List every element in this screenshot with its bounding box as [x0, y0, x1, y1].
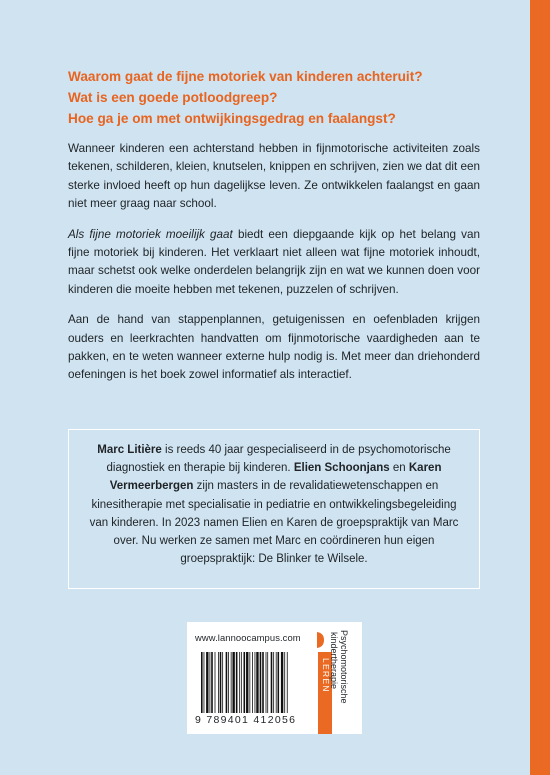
barcode-bar — [262, 652, 264, 713]
author-name-1: Marc Litière — [97, 444, 162, 456]
barcode-bar — [278, 652, 280, 713]
barcode-bar — [246, 652, 248, 713]
barcode-bar — [232, 652, 234, 713]
author-bio-box — [68, 429, 480, 589]
barcode-bar — [201, 652, 203, 713]
barcode-bar — [210, 652, 211, 713]
barcode-bar — [281, 652, 283, 713]
barcode-bar — [218, 652, 219, 713]
barcode-panel — [187, 622, 362, 734]
barcode-bar — [244, 652, 246, 713]
author-bio-text-1: is reeds 40 jaar gespecialiseerd in de psychomotorische diagnostiek en therapie bij kinderen. — [106, 444, 451, 475]
barcode-bar — [241, 652, 242, 713]
book-title-reference: Als fijne motoriek moeilijk gaat — [68, 227, 233, 241]
barcode-bar — [226, 652, 228, 713]
isbn-number: 9 789401 412056 — [195, 714, 297, 726]
question-1: Waarom gaat de fijne motoriek van kinderen achteruit? — [68, 69, 423, 84]
author-name-3: Karen Vermeerbergen — [109, 462, 442, 493]
barcode-bar — [276, 652, 277, 713]
lannoo-campus-logo-icon — [311, 628, 329, 652]
barcode-bar — [249, 652, 250, 713]
barcode — [201, 652, 313, 713]
subject-label-line-1: Psychomotorische — [339, 630, 349, 704]
barcode-bar — [256, 652, 258, 713]
barcode-bar — [271, 652, 273, 713]
barcode-bar — [267, 652, 268, 713]
blurb-paragraph-1: Wanneer kinderen een achterstand hebben in fijnmotorische activiteiten zoals tekenen, schilderen, kleien, knutselen, knippen en schrijven, zien we dat dit een sterke invloed heeft op hun dagelijkse leven. Ze ontwikkelen faalangst en gaan niet meer graag naar school. — [68, 142, 480, 210]
question-3: Hoe ga je om met ontwijkingsgedrag en faalangst? — [68, 111, 396, 126]
author-name-2: Elien Schoonjans — [293, 462, 390, 475]
book-spine-edge — [530, 0, 550, 775]
barcode-bar — [284, 652, 285, 713]
barcode-bar — [273, 652, 274, 713]
author-bio-text-2: zijn masters in de revalidatiewetenschappen en kinesitherapie met specialisatie in pediatrie en ontwikkelingsbegeleiding van kinderen. In 2023 namen Elien en Karen de groepspraktijk van Marc over. Nu werken ze samen met Marc en coördineren hun eigen groepspraktijk: De Blinker te Wilsele. — [89, 480, 459, 566]
barcode-bar — [222, 652, 223, 713]
barcode-bar — [239, 652, 240, 713]
barcode-bar — [215, 652, 216, 713]
subject-label-line-2: kindertherapie — [329, 632, 339, 690]
series-label: LEREN — [321, 658, 331, 693]
question-list — [68, 66, 468, 129]
publisher-url: www.lannoocampus.com — [195, 632, 301, 643]
blurb-paragraph-3: Aan de hand van stappenplannen, getuigenissen en oefenbladen krijgen ouders en leerkrachten handvatten om fijnmotorische vaardigheden aan te pakken, en te weten wanneer externe hulp nodig is. Met meer dan driehonderd oefeningen is het boek zowel informatief als interactief. — [68, 313, 480, 382]
barcode-bar — [231, 652, 232, 713]
question-2: Wat is een goede potloodgreep? — [68, 90, 278, 105]
barcode-bar — [206, 652, 208, 713]
barcode-bar — [255, 652, 256, 713]
blurb — [68, 140, 480, 397]
barcode-bar — [228, 652, 229, 713]
blurb-paragraph-2 — [68, 226, 480, 299]
barcode-bar — [204, 652, 205, 713]
barcode-bar — [236, 652, 238, 713]
barcode-bar — [220, 652, 222, 713]
barcode-bar — [252, 652, 253, 713]
barcode-bar — [211, 652, 213, 713]
barcode-bar — [266, 652, 267, 713]
barcode-bar — [260, 652, 262, 713]
barcode-bar — [287, 652, 288, 713]
author-bio-conjunction: en — [389, 462, 409, 475]
blurb-paragraph-2-text: biedt een diepgaande kijk op het belang van fijne motoriek bij kinderen. Het verklaart niet alleen wat fijne motoriek inhoudt, maar schetst ook welke onderdelen belangrijk zijn en wat we kunnen doen voor kinderen die moeite hebben met tekenen, puzzelen of schrijven. — [68, 227, 480, 296]
